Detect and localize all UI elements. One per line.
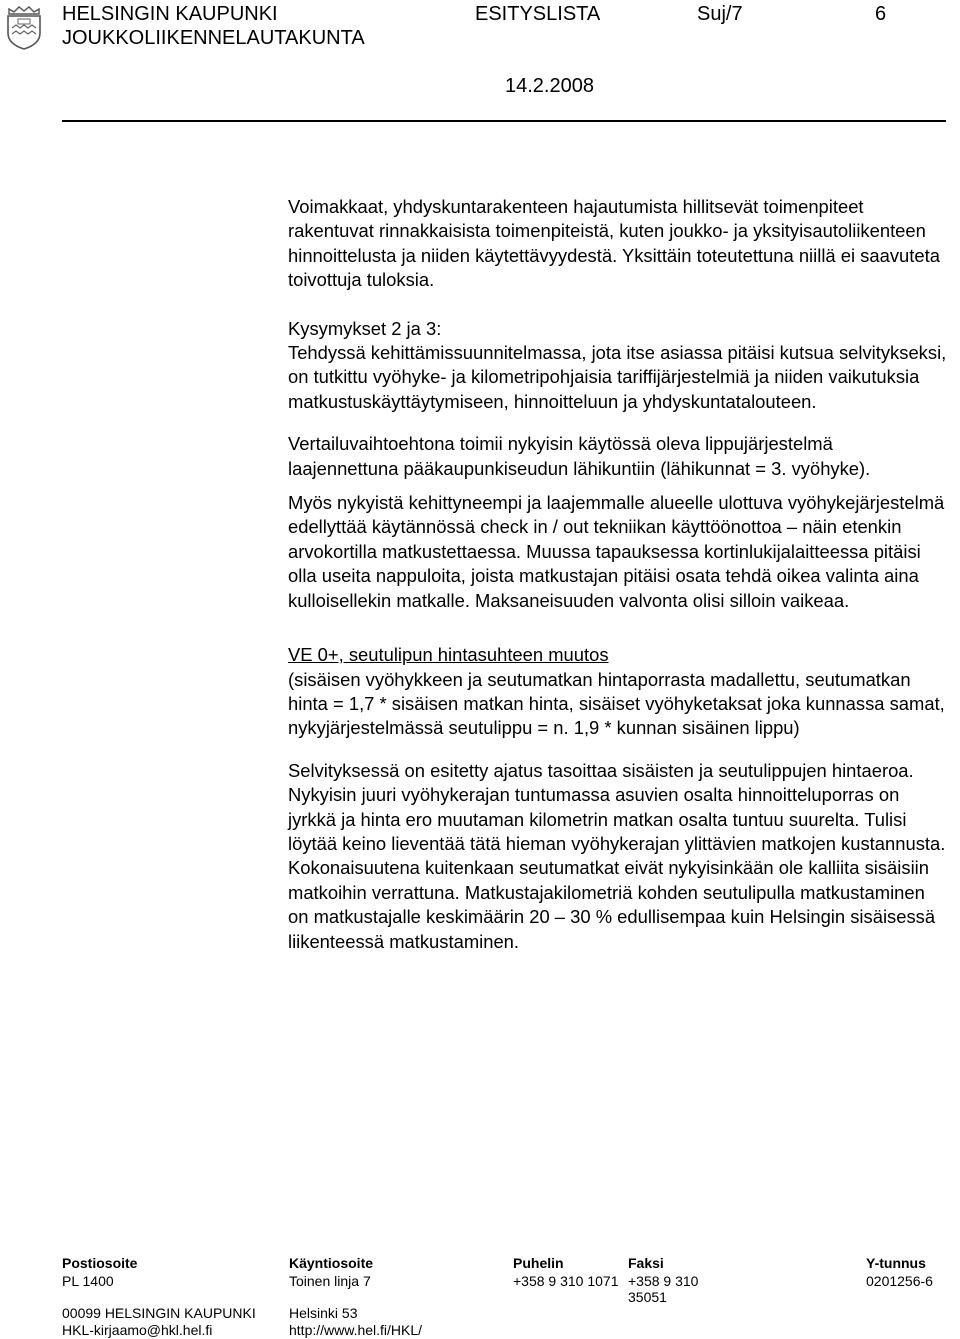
paragraph-baseline: Vertailuvaihtoehtona toimii nykyisin käytössä oleva lippujärjestelmä laajennettuna pääkaupunkiseudun lähikuntiin (lähikunnat = 3. vyöhyke). (288, 433, 871, 479)
footer-fax-label: Faksi (628, 1255, 664, 1271)
footer-phone: +358 9 310 1071 (513, 1273, 619, 1289)
footer-postal-label: Postiosoite (62, 1255, 138, 1271)
footer-fax-line1: +358 9 310 (628, 1273, 699, 1289)
footer-ytunnus: 0201256-6 (866, 1273, 933, 1289)
doc-type: ESITYSLISTA (475, 3, 601, 25)
footer-postal-city: 00099 HELSINGIN KAUPUNKI (62, 1305, 256, 1321)
paragraph-zone-system: Myös nykyistä kehittyneempi ja laajemmalle alueelle ulottuva vyöhykejärjestelmä edellyttää käytännössä check in / out tekniikan käyttöönottoa – näin etenkin arvokortilla matkustettaessa. Muussa tapauksessa kortinlukijalaitteessa pitäisi olla useita nappuloita, joista matkustajan pitäisi osata tehdä oikea valinta aina kulloisellekin matkalle. Maksaneisuuden valvonta olisi silloin vaikeaa. (288, 492, 945, 611)
section-ref: Suj/7 (697, 3, 743, 25)
footer-visit-label: Käyntiosoite (289, 1255, 374, 1271)
org-name: HELSINGIN KAUPUNKI (62, 3, 278, 25)
committee-name: JOUKKOLIIKENNELAUTAKUNTA (62, 27, 365, 49)
helsinki-crest-logo (2, 0, 46, 50)
meeting-date: 14.2.2008 (505, 75, 594, 97)
paragraph-price-difference: Selvityksessä on esitetty ajatus tasoittaa sisäisten ja seutulippujen hintaeroa. Nykyisin juuri vyöhykerajan tuntumassa asuvien osalta hinnoitteluporras on jyrkkä ja hinta ero muutaman kilometrin matkan osalta tuntuu suurelta. Tulisi löytää keino lieventää tätä hieman vyöhykerajan ylittävien matkojen kustannusta. Kokonaisuutena kuitenkaan seutumatkat eivät nykyisinkään ole kalliita sisäisiin matkoihin verrattuna. Matkustajakilometriä kohden seutulipulla matkustaminen on matkustajalle keskimäärin 20 – 30 % edullisempaa kuin Helsingin sisäisessä liikenteessä matkustaminen. (288, 759, 946, 952)
header-rule (62, 120, 946, 122)
paragraph-study: Tehdyssä kehittämissuunnitelmassa, jota itse asiassa pitäisi kutsua selvitykseksi, on tutkittu vyöhyke- ja kilometripohjaisia tariffijärjestelmiä ja niiden vaikutuksia matkustuskäyttäytymiseen, hinnoitteluun ja yhdyskuntatalouteen. (288, 342, 947, 412)
footer-postal-box: PL 1400 (62, 1273, 114, 1289)
paragraph-ve-details: (sisäisen vyöhykkeen ja seutumatkan hintaporrasta madallettu, seutumatkan hinta = 1,7 * sisäisen matkan hinta, sisäiset vyöhyketaksat joka kunnassa samat, nykyjärjestelmässä seutulippu = n. 1,9 * kunnan sisäinen lippu) (288, 668, 945, 739)
page-number: 6 (875, 3, 887, 25)
footer-email-link[interactable]: HKL-kirjaamo@hkl.hel.fi (62, 1322, 213, 1338)
footer-visit-street: Toinen linja 7 (289, 1273, 371, 1289)
questions-heading: Kysymykset 2 ja 3: (288, 317, 442, 339)
paragraph-intro: Voimakkaat, yhdyskuntarakenteen hajautumista hillitsevät toimenpiteet rakentuvat rinnakkaisista toimenpiteistä, kuten joukko- ja yksityisautoliikenteen hinnoittelusta ja niiden käytettävyydestä. Yksittäin toteutettuna niillä ei saavuteta toivottuja tuloksia. (288, 196, 940, 291)
footer-ytunnus-label: Y-tunnus (866, 1255, 926, 1271)
ve-heading: VE 0+, seutulipun hintasuhteen muutos (288, 644, 609, 666)
footer-fax-line2: 35051 (628, 1289, 667, 1305)
footer-phone-label: Puhelin (513, 1255, 564, 1271)
footer-visit-city: Helsinki 53 (289, 1305, 358, 1321)
document-body (288, 195, 948, 954)
footer-web-link[interactable]: http://www.hel.fi/HKL/ (289, 1322, 423, 1338)
